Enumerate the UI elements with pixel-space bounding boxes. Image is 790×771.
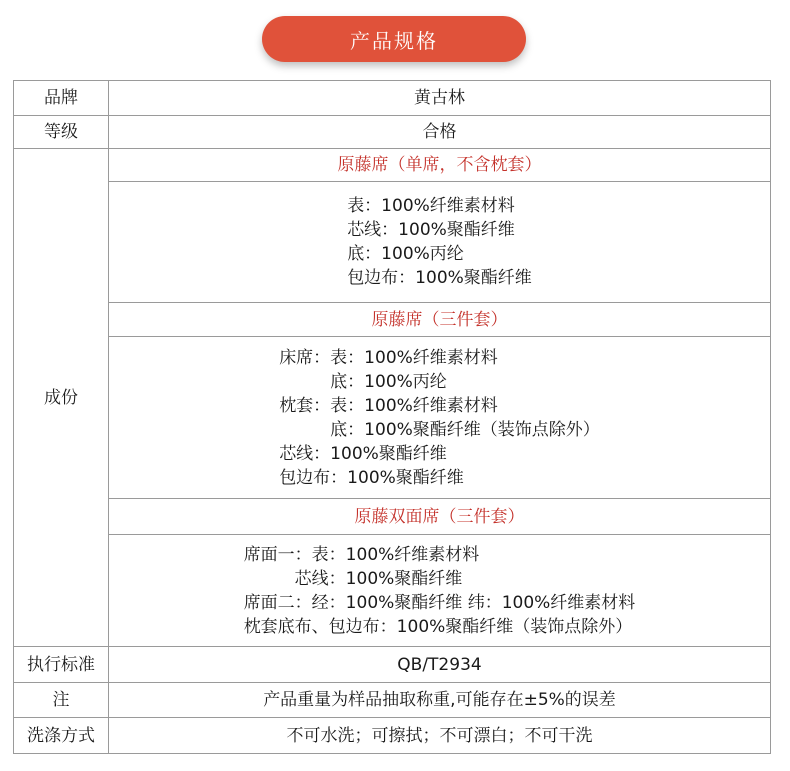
- table-row-composition-1-body: [14, 182, 771, 303]
- grade-label: 等级: [14, 116, 109, 149]
- page-title: 产品规格: [350, 28, 438, 53]
- spec-table: [13, 80, 771, 754]
- table-row-composition-2-body: [14, 337, 771, 499]
- standard-label: 执行标准: [14, 647, 109, 683]
- composition-line: 枕套底布、包边布：100%聚酯纤维（装饰点除外）: [243, 616, 633, 637]
- table-row-grade: [14, 116, 771, 149]
- composition-line: 枕套：表：100%纤维素材料: [279, 395, 498, 416]
- composition-line: 包边布：100%聚酯纤维: [347, 268, 532, 288]
- composition-line: 席面一：表：100%纤维素材料: [243, 544, 480, 565]
- composition-line: 底：100%丙纶: [279, 371, 447, 392]
- table-row-washing: [14, 718, 771, 754]
- composition-line: 表：100%纤维素材料: [347, 196, 515, 216]
- composition-line: 芯线：100%聚酯纤维: [347, 220, 515, 240]
- brand-value: 黄古林: [109, 81, 771, 116]
- table-row-standard: [14, 647, 771, 683]
- section-body: [109, 535, 771, 647]
- table-row-composition-2-title: [14, 303, 771, 337]
- composition-line: 芯线：100%聚酯纤维: [279, 443, 447, 464]
- composition-line: 底：100%丙纶: [347, 244, 464, 264]
- composition-line: 床席：表：100%纤维素材料: [279, 347, 498, 368]
- table-row-note: [14, 683, 771, 718]
- table-row-composition-3-body: [14, 535, 771, 647]
- title-banner: [262, 16, 526, 62]
- table-row-composition-3-title: [14, 499, 771, 535]
- section-body: [109, 182, 771, 303]
- table-row-brand: [14, 81, 771, 116]
- section-title: 原藤席（单席，不含枕套）: [109, 149, 771, 182]
- composition-line: 包边布：100%聚酯纤维: [279, 467, 464, 488]
- section-title: 原藤双面席（三件套）: [109, 499, 771, 535]
- washing-label: 洗涤方式: [14, 718, 109, 754]
- washing-value: 不可水洗；可擦拭；不可漂白；不可干洗: [109, 718, 771, 754]
- composition-line: 底：100%聚酯纤维（装饰点除外）: [279, 419, 600, 440]
- composition-label: 成份: [14, 149, 109, 647]
- note-label: 注: [14, 683, 109, 718]
- note-value: 产品重量为样品抽取称重,可能存在±5%的误差: [109, 683, 771, 718]
- composition-line: 芯线：100%聚酯纤维: [243, 568, 463, 589]
- standard-value: QB/T2934: [109, 647, 771, 683]
- brand-label: 品牌: [14, 81, 109, 116]
- grade-value: 合格: [109, 116, 771, 149]
- section-body: [109, 337, 771, 499]
- composition-line: 席面二：经：100%聚酯纤维 纬：100%纤维素材料: [243, 592, 636, 613]
- table-row-composition-1-title: [14, 149, 771, 182]
- section-title: 原藤席（三件套）: [109, 303, 771, 337]
